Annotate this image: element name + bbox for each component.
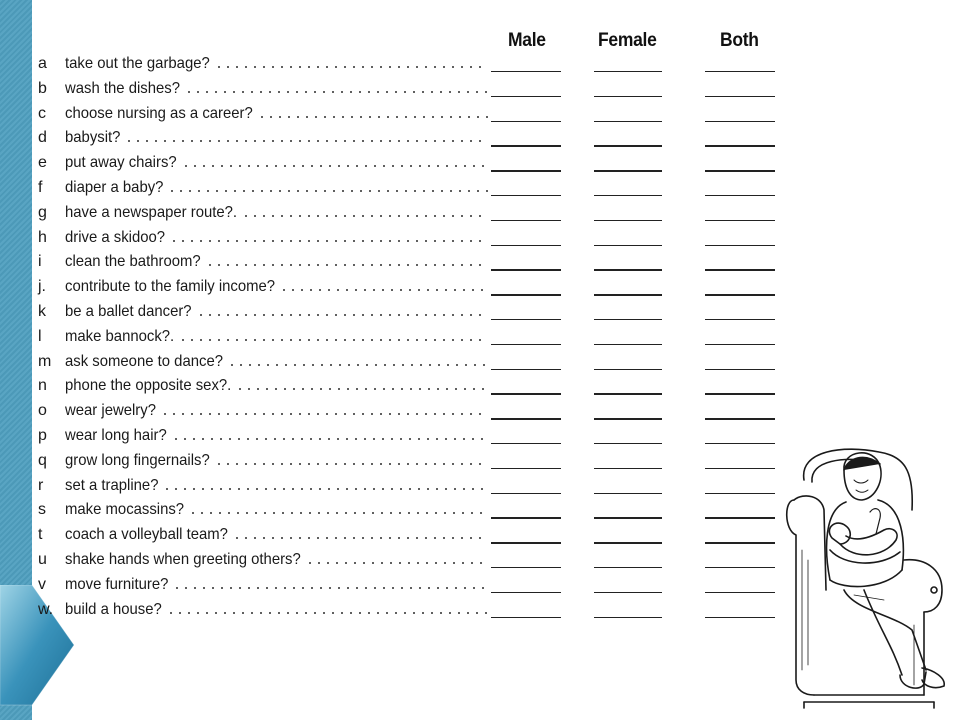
answer-blank-male[interactable] (491, 542, 561, 543)
father-holding-baby-illustration (784, 440, 954, 710)
answer-blank-both[interactable] (705, 344, 775, 345)
answer-blank-both[interactable] (705, 121, 775, 122)
question-text: contribute to the family income? (65, 278, 276, 296)
question-row (38, 325, 788, 350)
answer-blank-male[interactable] (491, 393, 561, 394)
leader-dots (164, 413, 488, 415)
question-row (38, 176, 788, 201)
answer-blank-both[interactable] (705, 170, 775, 171)
answer-blank-male[interactable] (491, 170, 561, 171)
question-list (38, 52, 788, 622)
answer-blank-male[interactable] (491, 220, 561, 221)
answer-blank-male[interactable] (491, 145, 561, 146)
answer-blank-male[interactable] (491, 468, 561, 469)
answer-blank-both[interactable] (705, 493, 775, 494)
question-text: wear jewelry? (65, 402, 156, 420)
answer-blank-female[interactable] (594, 592, 662, 593)
answer-blank-male[interactable] (491, 245, 561, 246)
answer-blank-female[interactable] (594, 468, 662, 469)
answer-blank-female[interactable] (594, 493, 662, 494)
answer-blank-both[interactable] (705, 269, 775, 270)
leader-dots (175, 438, 488, 440)
question-text: have a newspaper route?. (65, 203, 238, 221)
question-row (38, 374, 788, 399)
leader-dots (209, 264, 488, 266)
leader-dots (128, 140, 488, 142)
question-text: take out the garbage? (65, 55, 210, 72)
answer-blank-both[interactable] (705, 220, 775, 221)
answer-blank-both[interactable] (705, 567, 775, 568)
answer-blank-both[interactable] (705, 145, 775, 146)
answer-blank-female[interactable] (594, 170, 662, 171)
question-letter: q (38, 451, 47, 469)
answer-blank-male[interactable] (491, 567, 561, 568)
column-header-male: Male (508, 30, 546, 51)
question-text: wear long hair? (65, 426, 167, 444)
question-row (38, 126, 788, 151)
answer-blank-male[interactable] (491, 493, 561, 494)
answer-blank-both[interactable] (705, 319, 775, 320)
question-letter: a (38, 55, 47, 72)
answer-blank-female[interactable] (594, 393, 662, 394)
leader-dots (309, 562, 488, 564)
question-text: diaper a baby? (65, 178, 164, 196)
answer-blank-female[interactable] (594, 617, 662, 618)
question-row (38, 77, 788, 102)
answer-blank-male[interactable] (491, 617, 561, 618)
question-row (38, 474, 788, 499)
answer-blank-both[interactable] (705, 369, 775, 370)
question-row (38, 498, 788, 523)
question-text: put away chairs? (65, 154, 177, 172)
question-text: clean the bathroom? (65, 253, 201, 271)
answer-blank-female[interactable] (594, 344, 662, 345)
leader-dots (170, 612, 488, 614)
answer-blank-female[interactable] (594, 418, 662, 419)
answer-blank-both[interactable] (705, 71, 775, 72)
answer-blank-both[interactable] (705, 245, 775, 246)
answer-blank-both[interactable] (705, 443, 775, 444)
answer-blank-female[interactable] (594, 195, 662, 196)
answer-blank-female[interactable] (594, 542, 662, 543)
question-letter: e (38, 154, 47, 172)
answer-blank-both[interactable] (705, 542, 775, 543)
answer-blank-male[interactable] (491, 443, 561, 444)
answer-blank-female[interactable] (594, 220, 662, 221)
answer-blank-male[interactable] (491, 294, 561, 295)
answer-blank-female[interactable] (594, 567, 662, 568)
question-letter: b (38, 79, 47, 97)
question-text: drive a skidoo? (65, 228, 166, 246)
leader-dots (182, 339, 488, 341)
question-row (38, 52, 788, 77)
question-text: set a trapline? (65, 476, 159, 494)
answer-blank-female[interactable] (594, 369, 662, 370)
answer-blank-both[interactable] (705, 294, 775, 295)
question-row (38, 151, 788, 176)
question-letter: d (38, 129, 47, 147)
question-row (38, 226, 788, 251)
leader-dots (239, 388, 488, 390)
leader-dots (171, 190, 488, 192)
answer-blank-male[interactable] (491, 592, 561, 593)
answer-blank-male[interactable] (491, 418, 561, 419)
question-row (38, 350, 788, 375)
answer-blank-male[interactable] (491, 71, 561, 72)
leader-dots (192, 512, 488, 514)
leader-dots (185, 165, 488, 167)
answer-blank-female[interactable] (594, 96, 662, 97)
question-row (38, 300, 788, 325)
question-letter: k (38, 302, 46, 320)
question-text: make mocassins? (65, 501, 185, 519)
question-text: make bannock?. (65, 327, 175, 345)
question-text: babysit? (65, 129, 121, 147)
leader-dots (176, 587, 488, 589)
question-row (38, 424, 788, 449)
answer-blank-male[interactable] (491, 344, 561, 345)
question-letter: t (38, 526, 43, 544)
answer-blank-female[interactable] (594, 145, 662, 146)
answer-blank-both[interactable] (705, 468, 775, 469)
question-text: move furniture? (65, 575, 169, 593)
answer-blank-female[interactable] (594, 245, 662, 246)
question-letter: r (38, 476, 44, 494)
leader-dots (236, 537, 488, 539)
question-letter: s (38, 501, 46, 519)
leader-dots (188, 91, 488, 93)
question-row (38, 201, 788, 226)
answer-blank-both[interactable] (705, 393, 775, 394)
question-row (38, 250, 788, 275)
answer-blank-both[interactable] (705, 592, 775, 593)
question-letter: m (38, 352, 52, 370)
answer-blank-both[interactable] (705, 617, 775, 618)
answer-blank-both[interactable] (705, 96, 775, 97)
answer-blank-male[interactable] (491, 195, 561, 196)
question-row (38, 548, 788, 573)
leader-dots (218, 463, 488, 465)
question-text: wash the dishes? (65, 79, 180, 97)
answer-blank-both[interactable] (705, 195, 775, 196)
question-text: phone the opposite sex?. (65, 377, 232, 395)
question-letter: l (38, 327, 42, 345)
question-letter: v (38, 575, 46, 593)
question-row (38, 449, 788, 474)
question-letter: h (38, 228, 47, 246)
leader-dots (173, 240, 488, 242)
question-text: shake hands when greeting others? (65, 550, 301, 568)
leader-dots (261, 116, 488, 118)
question-letter: p (38, 426, 47, 444)
answer-blank-both[interactable] (705, 418, 775, 419)
answer-blank-female[interactable] (594, 121, 662, 122)
question-text: grow long fingernails? (65, 451, 210, 469)
answer-blank-female[interactable] (594, 71, 662, 72)
question-text: choose nursing as a career? (65, 104, 253, 122)
answer-blank-female[interactable] (594, 319, 662, 320)
answer-blank-female[interactable] (594, 269, 662, 270)
leader-dots (231, 364, 488, 366)
question-letter: n (38, 377, 47, 395)
question-row (38, 523, 788, 548)
question-row (38, 598, 788, 623)
question-text: be a ballet dancer? (65, 302, 192, 320)
leader-dots (245, 215, 488, 217)
answer-blank-both[interactable] (705, 517, 775, 518)
column-header-female: Female (598, 30, 657, 51)
leader-dots (218, 66, 488, 68)
answer-blank-female[interactable] (594, 294, 662, 295)
question-letter: w. (38, 600, 54, 618)
leader-dots (166, 488, 488, 490)
question-row (38, 102, 788, 127)
answer-blank-male[interactable] (491, 121, 561, 122)
question-text: coach a volleyball team? (65, 526, 228, 544)
answer-blank-male[interactable] (491, 269, 561, 270)
leader-dots (283, 289, 488, 291)
answer-blank-female[interactable] (594, 517, 662, 518)
answer-blank-male[interactable] (491, 96, 561, 97)
question-letter: i (38, 253, 42, 271)
answer-blank-female[interactable] (594, 443, 662, 444)
answer-blank-male[interactable] (491, 369, 561, 370)
question-letter: g (38, 203, 47, 221)
leader-dots (200, 314, 488, 316)
column-header-both: Both (720, 30, 759, 51)
question-letter: o (38, 402, 47, 420)
question-row (38, 275, 788, 300)
answer-blank-male[interactable] (491, 319, 561, 320)
answer-blank-male[interactable] (491, 517, 561, 518)
question-row (38, 399, 788, 424)
question-row (38, 573, 788, 598)
question-letter: c (38, 104, 46, 122)
question-text: build a house? (65, 600, 162, 618)
question-letter: j. (38, 278, 46, 296)
question-text: ask someone to dance? (65, 352, 223, 370)
question-letter: u (38, 550, 47, 568)
question-letter: f (38, 178, 43, 196)
